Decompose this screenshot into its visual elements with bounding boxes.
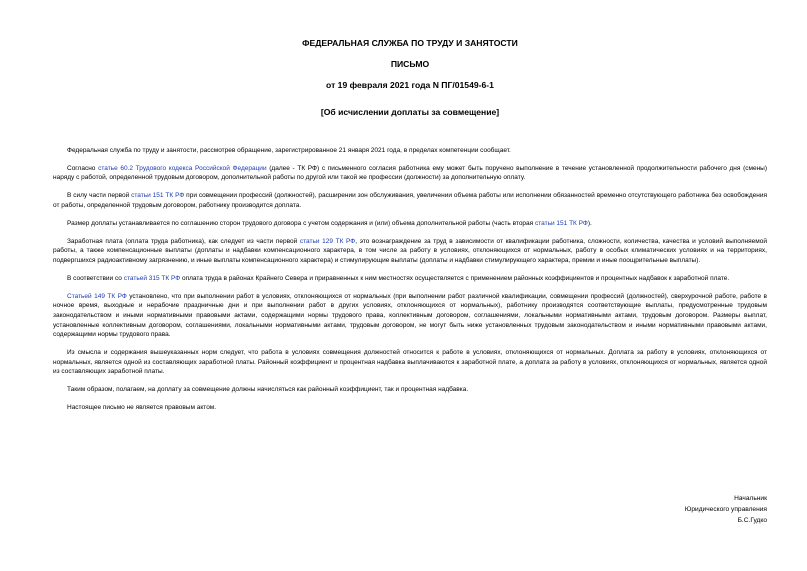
paragraph-9: Таким образом, полагаем, на доплату за совмещение должны начисляться как районный коэффициент, так и процентная надбавка.: [67, 386, 469, 394]
link-article-151-part-2[interactable]: статьи 151 ТК РФ: [535, 219, 588, 227]
signature-name: Б.С.Гудко: [737, 517, 767, 524]
document-type: ПИСЬМО: [390, 59, 430, 69]
signature-block: [685, 493, 767, 526]
link-article-149[interactable]: Статьей 149 ТК РФ: [67, 292, 127, 300]
signature-department: Юридического управления: [684, 506, 767, 513]
paragraph-4: Размер доплаты устанавливается по соглашению сторон трудового договора с учетом содержания и (или) объема дополнительной работы (часть вторая статьи 151 ТК РФ).: [67, 219, 592, 227]
document-body: [53, 146, 767, 413]
paragraph-6: В соответствии со статьей 315 ТК РФ оплата труда в районах Крайнего Севера и приравненных к ним местностях осуществляется с применением районных коэффициентов и процентных надбавок к заработной плате.: [67, 274, 730, 282]
paragraph-8: Из смысла и содержания вышеуказанных норм следует, что работа в условиях совмещения должностей относится к работе в условиях, отклоняющихся от нормальных. Доплата за работу в условиях, отклоняющихся от нормальных, является одной из составляющих заработной платы. Районный коэффициент и процентная надбавка выплачиваются к заработной плате, а доплата за работу в условиях, отклоняющихся от нормальных, является одной из составляющих заработной платы.: [53, 348, 767, 376]
link-article-60-2[interactable]: статье 60.2 Трудового кодекса Российской Федерации: [98, 164, 267, 172]
paragraph-3: В силу части первой статьи 151 ТК РФ при совмещении профессий (должностей), расширении зон обслуживания, увеличении объема работы или исполнении обязанностей временно отсутствующего работника без освобождения от работы, определенной трудовым договором, работнику производится доплата.: [53, 192, 768, 209]
paragraph-5: Заработная плата (оплата труда работника), как следует из части первой статьи 129 ТК РФ, это вознаграждение за труд в зависимости от квалификации работника, сложности, количества, качества и условий выполняемой работы, а также компенсационные выплаты (доплаты и надбавки компенсационного характера, в том числе за работу в условиях, отклоняющихся от нормальных, работу в особых климатических условиях и на территориях, подвергшихся радиоактивному загрязнению, и иные выплаты компенсационного характера) и стимулирующие выплаты (доплаты и надбавки стимулирующего характера, премии и иные поощрительные выплаты).: [53, 237, 767, 264]
link-article-315[interactable]: статьей 315 ТК РФ: [123, 274, 181, 282]
link-article-129[interactable]: статьи 129 ТК РФ: [299, 237, 356, 245]
document-date-number: от 19 февраля 2021 года N ПГ/01549-6-1: [326, 80, 494, 90]
document-subject: [Об исчислении доплаты за совмещение]: [320, 107, 500, 117]
paragraph-2: Согласно статье 60.2 Трудового кодекса Российской Федерации (далее - ТК РФ) с письменного согласия работника ему может быть поручено выполнение в течение установленной продолжительности рабочего дня (смены) наряду с работой, определенной трудовым договором, дополнительной работы по другой или такой же профессии (должности) за дополнительную оплату.: [53, 164, 767, 182]
agency-title: ФЕДЕРАЛЬНАЯ СЛУЖБА ПО ТРУДУ И ЗАНЯТОСТИ: [302, 38, 518, 48]
paragraph-7: Статьей 149 ТК РФ установлено, что при выполнении работ в условиях, отклоняющихся от нормальных (при выполнении работ различной квалификации, совмещении профессий (должностей), сверхурочной работе, работе в ночное время, выходные и нерабочие праздничные дни и при выполнении работ в других условиях, отклоняющихся от нормальных), работнику производятся соответствующие выплаты, предусмотренные трудовым законодательством и иными нормативными правовыми актами, содержащими нормы трудового права, коллективным договором, соглашениями, локальными нормативными актами, трудовым договором. Размеры выплат, установленные коллективным договором, соглашениями, локальными нормативными актами, трудовым договором, не могут быть ниже установленных трудовым законодательством и иными нормативными правовыми актами, содержащими нормы трудового права.: [53, 292, 767, 339]
link-article-151[interactable]: статьи 151 ТК РФ: [131, 192, 185, 200]
signature-position: Начальник: [734, 495, 767, 502]
paragraph-10: Настоящее письмо не является правовым актом.: [67, 403, 217, 411]
paragraph-1: Федеральная служба по труду и занятости, рассмотрев обращение, зарегистрированное 21 января 2021 года, в пределах компетенции сообщает.: [67, 147, 511, 154]
